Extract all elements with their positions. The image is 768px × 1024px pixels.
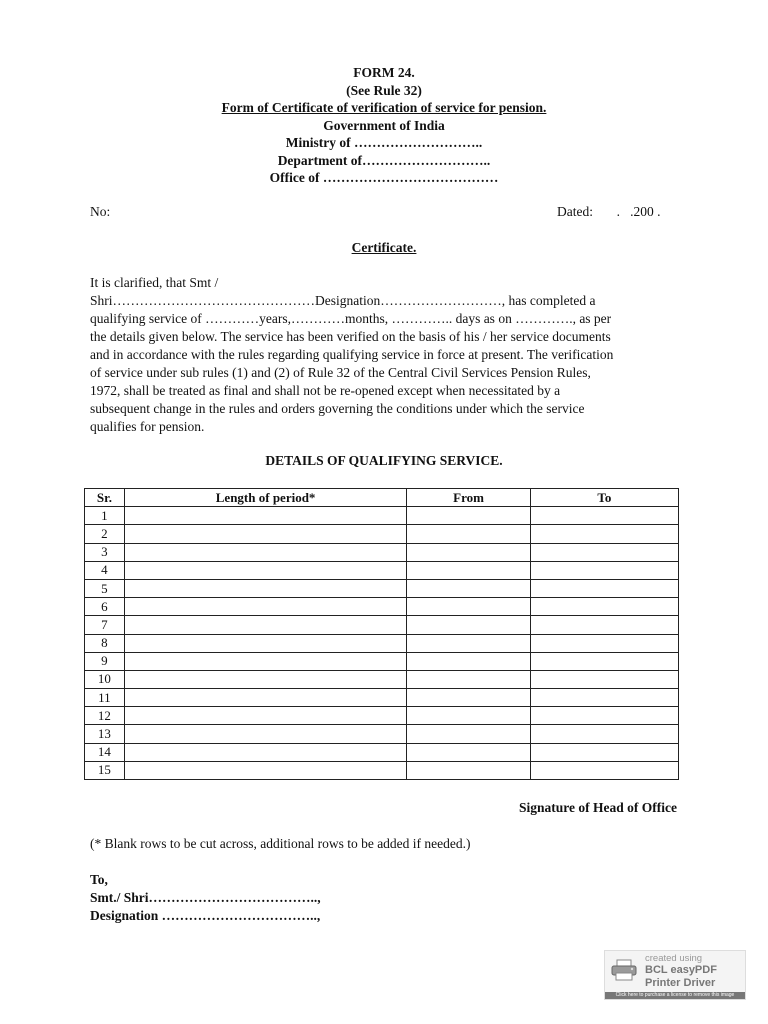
- row-sr-number: 5: [85, 579, 125, 597]
- to-cell: [530, 670, 678, 688]
- length-of-period-cell: [124, 507, 407, 525]
- header-sr: Sr.: [85, 489, 125, 507]
- from-cell: [407, 670, 530, 688]
- length-of-period-cell: [124, 670, 407, 688]
- table-row: [85, 543, 679, 561]
- to-cell: [530, 689, 678, 707]
- to-cell: [530, 525, 678, 543]
- row-sr-number: 10: [85, 670, 125, 688]
- row-sr-number: 11: [85, 689, 125, 707]
- from-cell: [407, 616, 530, 634]
- qualifying-service-table: [84, 488, 679, 780]
- watermark-line-3: Printer Driver: [645, 977, 716, 989]
- row-sr-number: 15: [85, 761, 125, 779]
- to-cell: [530, 743, 678, 761]
- header-length-of-period: Length of period*: [124, 489, 407, 507]
- paragraph-line: subsequent change in the rules and orders governing the conditions under which the service: [90, 401, 585, 416]
- from-cell: [407, 761, 530, 779]
- footnote: (* Blank rows to be cut across, additional rows to be added if needed.): [90, 836, 471, 851]
- from-cell: [407, 689, 530, 707]
- government-line: Government of India: [323, 117, 445, 133]
- certificate-title: Certificate.: [351, 240, 417, 255]
- from-cell: [407, 725, 530, 743]
- to-cell: [530, 598, 678, 616]
- length-of-period-cell: [124, 634, 407, 652]
- length-of-period-cell: [124, 579, 407, 597]
- row-sr-number: 7: [85, 616, 125, 634]
- paragraph-line: the details given below. The service has been verified on the basis of his / her service documents: [90, 329, 611, 344]
- table-header-row: [85, 489, 679, 507]
- row-sr-number: 12: [85, 707, 125, 725]
- table-row: [85, 616, 679, 634]
- table-row: [85, 743, 679, 761]
- table-row: [85, 525, 679, 543]
- to-cell: [530, 652, 678, 670]
- table-row: [85, 579, 679, 597]
- watermark-line-2: BCL easyPDF: [645, 964, 717, 976]
- from-cell: [407, 507, 530, 525]
- from-cell: [407, 525, 530, 543]
- rule-reference: (See Rule 32): [346, 82, 422, 98]
- length-of-period-cell: [124, 761, 407, 779]
- length-of-period-cell: [124, 543, 407, 561]
- length-of-period-cell: [124, 525, 407, 543]
- table-row: [85, 561, 679, 579]
- row-sr-number: 3: [85, 543, 125, 561]
- to-cell: [530, 761, 678, 779]
- table-row: [85, 670, 679, 688]
- details-title: DETAILS OF QUALIFYING SERVICE.: [265, 453, 503, 468]
- to-cell: [530, 507, 678, 525]
- from-cell: [407, 743, 530, 761]
- paragraph-line: and in accordance with the rules regarding qualifying service in force at present. The verification: [90, 347, 614, 362]
- table-row: [85, 689, 679, 707]
- table-row: [85, 507, 679, 525]
- to-block: [90, 871, 321, 925]
- form-header: [0, 64, 768, 187]
- paragraph-line: It is clarified, that Smt /: [90, 275, 219, 290]
- row-sr-number: 6: [85, 598, 125, 616]
- paragraph-line: 1972, shall be treated as final and shall not be re-opened except when necessitated by a: [90, 383, 561, 398]
- to-cell: [530, 707, 678, 725]
- to-cell: [530, 579, 678, 597]
- length-of-period-cell: [124, 616, 407, 634]
- to-cell: [530, 543, 678, 561]
- recipient-designation-line: Designation ……………………………..,: [90, 908, 321, 923]
- watermark-line-1: created using: [645, 953, 703, 964]
- to-cell: [530, 725, 678, 743]
- from-cell: [407, 652, 530, 670]
- form-number: FORM 24.: [353, 65, 415, 80]
- length-of-period-cell: [124, 725, 407, 743]
- number-label: No:: [90, 204, 111, 219]
- to-cell: [530, 561, 678, 579]
- to-cell: [530, 634, 678, 652]
- table-row: [85, 598, 679, 616]
- watermark-license-bar[interactable]: Click here to purchase a license to remove this image: [605, 992, 745, 999]
- row-sr-number: 4: [85, 561, 125, 579]
- paragraph-line: of service under sub rules (1) and (2) of Rule 32 of the Central Civil Services Pension Rules,: [90, 365, 591, 380]
- to-cell: [530, 616, 678, 634]
- signature-label: Signature of Head of Office: [519, 800, 677, 815]
- paragraph-line: qualifies for pension.: [90, 419, 205, 434]
- length-of-period-cell: [124, 743, 407, 761]
- to-label: To,: [90, 872, 108, 887]
- from-cell: [407, 543, 530, 561]
- dated-label: Dated: . .200 .: [557, 204, 661, 219]
- table-row: [85, 634, 679, 652]
- table-row: [85, 652, 679, 670]
- recipient-name-line: Smt./ Shri………………………………..,: [90, 890, 321, 905]
- form-title: Form of Certificate of verification of service for pension.: [221, 100, 547, 115]
- row-sr-number: 14: [85, 743, 125, 761]
- table-row: [85, 707, 679, 725]
- from-cell: [407, 579, 530, 597]
- length-of-period-cell: [124, 561, 407, 579]
- length-of-period-cell: [124, 707, 407, 725]
- paragraph-line: Shri………………………………………Designation………………………, has completed a: [90, 293, 596, 308]
- certificate-paragraph: [90, 274, 680, 436]
- row-sr-number: 9: [85, 652, 125, 670]
- length-of-period-cell: [124, 598, 407, 616]
- from-cell: [407, 634, 530, 652]
- row-sr-number: 1: [85, 507, 125, 525]
- ministry-line: Ministry of ………………………..: [285, 135, 483, 150]
- from-cell: [407, 707, 530, 725]
- row-sr-number: 8: [85, 634, 125, 652]
- row-sr-number: 13: [85, 725, 125, 743]
- from-cell: [407, 561, 530, 579]
- length-of-period-cell: [124, 652, 407, 670]
- header-to: To: [530, 489, 678, 507]
- from-cell: [407, 598, 530, 616]
- pdf-watermark-badge[interactable]: [604, 950, 746, 1000]
- header-from: From: [407, 489, 530, 507]
- office-line: Office of …………………………………: [269, 170, 499, 185]
- printer-icon: [611, 959, 637, 981]
- length-of-period-cell: [124, 689, 407, 707]
- row-sr-number: 2: [85, 525, 125, 543]
- department-line: Department of………………………..: [277, 152, 491, 168]
- table-row: [85, 761, 679, 779]
- paragraph-line: qualifying service of …………years,…………months, ………….. days as on …………., as per: [90, 311, 612, 326]
- table-row: [85, 725, 679, 743]
